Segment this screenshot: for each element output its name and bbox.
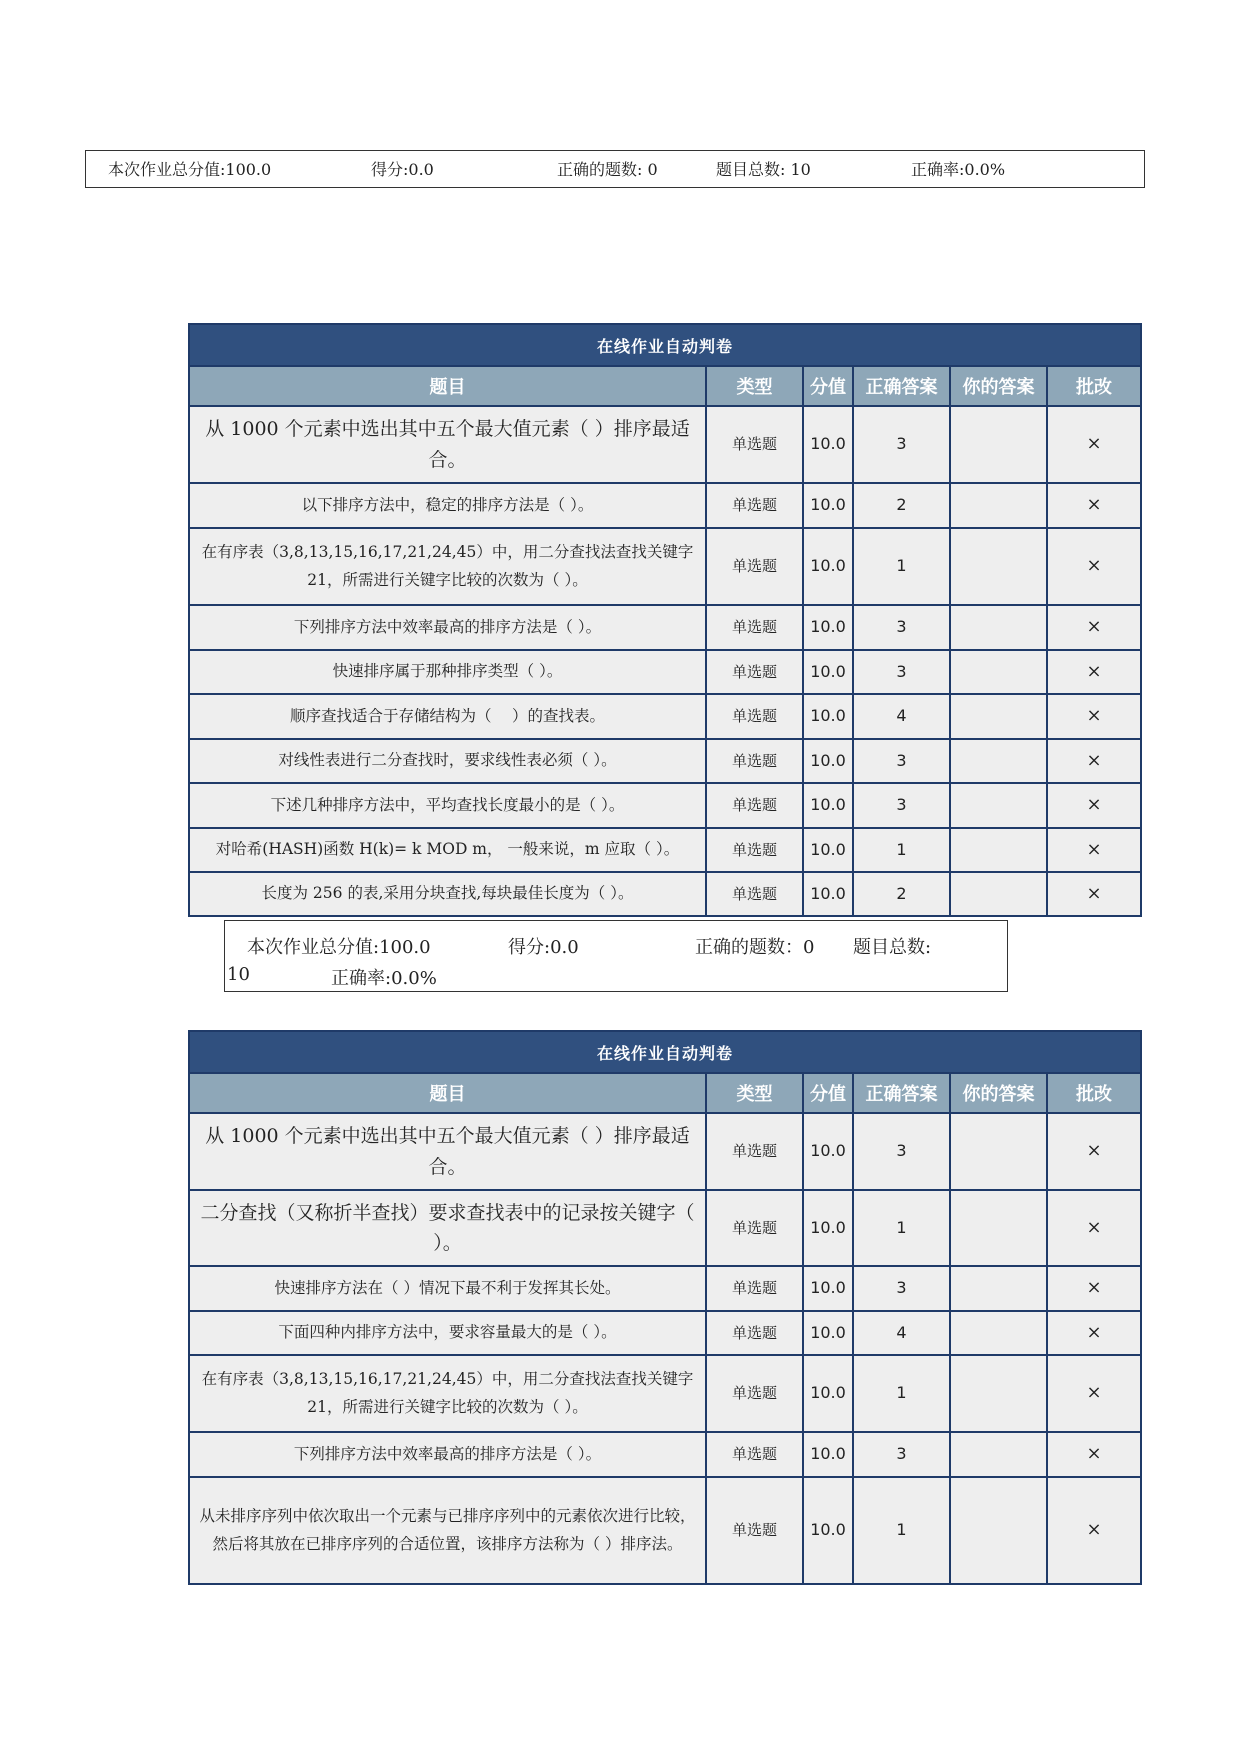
table-row (189, 1477, 1141, 1584)
question-count-label: 题目总数: (853, 937, 932, 958)
header-question: 题目 (189, 366, 706, 406)
score-cell: 10.0 (803, 605, 853, 650)
table-row (189, 528, 1141, 605)
grading-table-1 (188, 323, 1142, 917)
type-cell: 单选题 (706, 528, 803, 605)
score-cell: 10.0 (803, 783, 853, 828)
score-cell: 10.0 (803, 650, 853, 694)
correct-count-label: 正确的题数: 0 (557, 160, 658, 179)
wrong-mark-icon: × (1047, 1432, 1141, 1477)
your-answer-cell (950, 828, 1047, 872)
table-title: 在线作业自动判卷 (189, 1031, 1141, 1073)
score-label: 得分:0.0 (508, 937, 579, 958)
header-grading: 批改 (1047, 366, 1141, 406)
wrong-mark-icon: × (1047, 605, 1141, 650)
table-row (189, 406, 1141, 483)
type-cell: 单选题 (706, 828, 803, 872)
question-cell: 对线性表进行二分查找时，要求线性表必须（ ）。 (189, 739, 706, 783)
correct-answer-cell: 1 (853, 1355, 950, 1432)
table-row (189, 1113, 1141, 1190)
your-answer-cell (950, 1266, 1047, 1311)
score-cell: 10.0 (803, 1432, 853, 1477)
table-row (189, 783, 1141, 828)
table-row (189, 1311, 1141, 1355)
wrong-mark-icon: × (1047, 1190, 1141, 1266)
your-answer-cell (950, 694, 1047, 739)
type-cell: 单选题 (706, 1355, 803, 1432)
correct-answer-cell: 1 (853, 828, 950, 872)
your-answer-cell (950, 650, 1047, 694)
wrong-mark-icon: × (1047, 406, 1141, 483)
correct-answer-cell: 2 (853, 483, 950, 528)
table-row (189, 828, 1141, 872)
type-cell: 单选题 (706, 1477, 803, 1584)
table-row (189, 605, 1141, 650)
question-cell: 从 1000 个元素中选出其中五个最大值元素（ ）排序最适合。 (189, 406, 706, 483)
correct-answer-cell: 3 (853, 1266, 950, 1311)
score-cell: 10.0 (803, 483, 853, 528)
your-answer-cell (950, 483, 1047, 528)
question-cell: 以下排序方法中，稳定的排序方法是（ ）。 (189, 483, 706, 528)
question-cell: 下述几种排序方法中，平均查找长度最小的是（ ）。 (189, 783, 706, 828)
score-cell: 10.0 (803, 528, 853, 605)
question-cell: 在有序表（3,8,13,15,16,17,21,24,45）中，用二分查找法查找关键字 21，所需进行关键字比较的次数为（ ）。 (189, 528, 706, 605)
score-label: 得分:0.0 (371, 160, 434, 179)
correct-answer-cell: 1 (853, 1477, 950, 1584)
wrong-mark-icon: × (1047, 483, 1141, 528)
correct-answer-cell: 2 (853, 872, 950, 916)
correct-answer-cell: 3 (853, 605, 950, 650)
question-cell: 对哈希(HASH)函数 H(k)= k MOD m， 一般来说，m 应取（ ）。 (189, 828, 706, 872)
accuracy-label: 正确率:0.0% (331, 968, 437, 989)
score-cell: 10.0 (803, 828, 853, 872)
type-cell: 单选题 (706, 694, 803, 739)
wrong-mark-icon: × (1047, 1311, 1141, 1355)
score-cell: 10.0 (803, 1311, 853, 1355)
your-answer-cell (950, 1477, 1047, 1584)
wrong-mark-icon: × (1047, 1355, 1141, 1432)
table-row (189, 1266, 1141, 1311)
correct-answer-cell: 4 (853, 1311, 950, 1355)
header-score: 分值 (803, 366, 853, 406)
type-cell: 单选题 (706, 605, 803, 650)
header-type: 类型 (706, 1073, 803, 1113)
accuracy-label: 正确率:0.0% (911, 160, 1006, 179)
wrong-mark-icon: × (1047, 1477, 1141, 1584)
grading-table-2 (188, 1030, 1142, 1585)
your-answer-cell (950, 1432, 1047, 1477)
table-row (189, 483, 1141, 528)
header-grading: 批改 (1047, 1073, 1141, 1113)
score-cell: 10.0 (803, 1113, 853, 1190)
correct-answer-cell: 3 (853, 1113, 950, 1190)
your-answer-cell (950, 528, 1047, 605)
wrong-mark-icon: × (1047, 828, 1141, 872)
type-cell: 单选题 (706, 406, 803, 483)
correct-answer-cell: 3 (853, 739, 950, 783)
correct-answer-cell: 3 (853, 406, 950, 483)
header-your-answer: 你的答案 (950, 366, 1047, 406)
table-row (189, 1432, 1141, 1477)
correct-count-label: 正确的题数：0 (695, 937, 815, 958)
question-cell: 下列排序方法中效率最高的排序方法是（ ）。 (189, 1432, 706, 1477)
question-count-label: 题目总数: 10 (716, 160, 811, 179)
type-cell: 单选题 (706, 483, 803, 528)
score-cell: 10.0 (803, 406, 853, 483)
question-cell: 下列排序方法中效率最高的排序方法是（ ）。 (189, 605, 706, 650)
your-answer-cell (950, 1311, 1047, 1355)
your-answer-cell (950, 406, 1047, 483)
type-cell: 单选题 (706, 1113, 803, 1190)
type-cell: 单选题 (706, 739, 803, 783)
table-row (189, 1190, 1141, 1266)
total-score-label: 本次作业总分值:100.0 (247, 937, 431, 958)
header-type: 类型 (706, 366, 803, 406)
score-cell: 10.0 (803, 1266, 853, 1311)
correct-answer-cell: 3 (853, 650, 950, 694)
your-answer-cell (950, 739, 1047, 783)
table-row (189, 1355, 1141, 1432)
question-cell: 从未排序序列中依次取出一个元素与已排序序列中的元素依次进行比较，然后将其放在已排序序列的合适位置，该排序方法称为（ ）排序法。 (189, 1477, 706, 1584)
question-cell: 长度为 256 的表,采用分块查找,每块最佳长度为（ ）。 (189, 872, 706, 916)
header-correct-answer: 正确答案 (853, 366, 950, 406)
question-cell: 在有序表（3,8,13,15,16,17,21,24,45）中，用二分查找法查找关键字 21，所需进行关键字比较的次数为（ ）。 (189, 1355, 706, 1432)
score-cell: 10.0 (803, 739, 853, 783)
correct-answer-cell: 1 (853, 528, 950, 605)
correct-answer-cell: 3 (853, 783, 950, 828)
header-score: 分值 (803, 1073, 853, 1113)
your-answer-cell (950, 605, 1047, 650)
question-cell: 快速排序属于那种排序类型（ ）。 (189, 650, 706, 694)
your-answer-cell (950, 872, 1047, 916)
wrong-mark-icon: × (1047, 650, 1141, 694)
header-question: 题目 (189, 1073, 706, 1113)
wrong-mark-icon: × (1047, 1113, 1141, 1190)
score-cell: 10.0 (803, 872, 853, 916)
wrong-mark-icon: × (1047, 739, 1141, 783)
question-cell: 快速排序方法在（ ）情况下最不利于发挥其长处。 (189, 1266, 706, 1311)
question-cell: 下面四种内排序方法中，要求容量最大的是（ ）。 (189, 1311, 706, 1355)
your-answer-cell (950, 1113, 1047, 1190)
question-cell: 二分查找（又称折半查找）要求查找表中的记录按关键字（ ）。 (189, 1190, 706, 1266)
header-correct-answer: 正确答案 (853, 1073, 950, 1113)
type-cell: 单选题 (706, 783, 803, 828)
header-your-answer: 你的答案 (950, 1073, 1047, 1113)
question-count-value: 10 (227, 964, 250, 985)
table-row (189, 650, 1141, 694)
your-answer-cell (950, 1355, 1047, 1432)
type-cell: 单选题 (706, 1190, 803, 1266)
your-answer-cell (950, 1190, 1047, 1266)
score-cell: 10.0 (803, 1355, 853, 1432)
summary-bar-mid (224, 920, 1008, 992)
table-title: 在线作业自动判卷 (189, 324, 1141, 366)
type-cell: 单选题 (706, 1311, 803, 1355)
correct-answer-cell: 3 (853, 1432, 950, 1477)
question-cell: 从 1000 个元素中选出其中五个最大值元素（ ）排序最适合。 (189, 1113, 706, 1190)
wrong-mark-icon: × (1047, 528, 1141, 605)
score-cell: 10.0 (803, 694, 853, 739)
wrong-mark-icon: × (1047, 694, 1141, 739)
wrong-mark-icon: × (1047, 872, 1141, 916)
type-cell: 单选题 (706, 872, 803, 916)
type-cell: 单选题 (706, 1266, 803, 1311)
type-cell: 单选题 (706, 1432, 803, 1477)
question-cell: 顺序查找适合于存储结构为（ ）的查找表。 (189, 694, 706, 739)
your-answer-cell (950, 783, 1047, 828)
wrong-mark-icon: × (1047, 783, 1141, 828)
table-row (189, 739, 1141, 783)
table-row (189, 872, 1141, 916)
total-score-label: 本次作业总分值:100.0 (108, 160, 272, 179)
summary-bar-top (85, 150, 1145, 188)
type-cell: 单选题 (706, 650, 803, 694)
wrong-mark-icon: × (1047, 1266, 1141, 1311)
score-cell: 10.0 (803, 1477, 853, 1584)
correct-answer-cell: 4 (853, 694, 950, 739)
correct-answer-cell: 1 (853, 1190, 950, 1266)
table-row (189, 694, 1141, 739)
score-cell: 10.0 (803, 1190, 853, 1266)
